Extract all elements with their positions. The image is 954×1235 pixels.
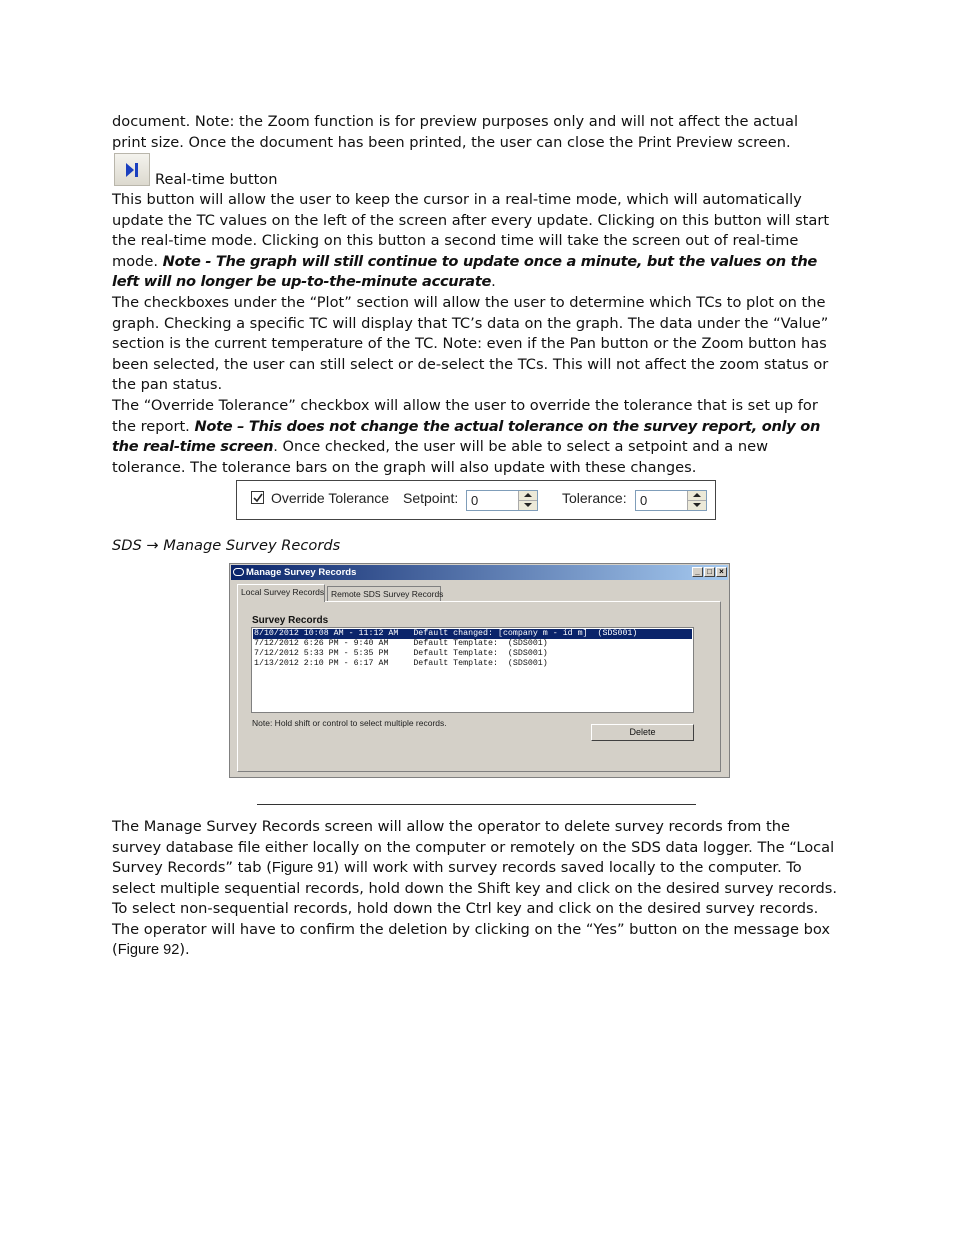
dialog-titlebar bbox=[231, 565, 728, 580]
paragraph-zoom-note bbox=[112, 112, 842, 153]
setpoint-stepper[interactable] bbox=[466, 490, 538, 511]
minimize-button[interactable]: _ bbox=[692, 567, 703, 577]
paragraph-end: . bbox=[491, 273, 496, 290]
next-frame-icon bbox=[114, 153, 150, 186]
tab-local-survey-records[interactable]: Local Survey Records bbox=[237, 584, 325, 602]
close-button[interactable]: × bbox=[716, 567, 727, 577]
tab-remote-sds-survey-records[interactable]: Remote SDS Survey Records bbox=[327, 586, 441, 602]
delete-button[interactable]: Delete bbox=[591, 724, 694, 741]
list-item[interactable]: 1/13/2012 2:10 PM - 6:17 AM Default Template: (SDS001) bbox=[254, 659, 548, 668]
arrow-down-icon bbox=[524, 503, 532, 507]
survey-records-list[interactable] bbox=[251, 627, 694, 713]
paragraph-text: ) will work with survey records saved locally to the computer. To select multiple sequential records, hold down the Shift key and click on the desired survey records. To select non-sequential records, hold down the Ctrl key and click on the desired survey records. The operator will have to confirm the deletion by clicking on the “Yes” button on the message box ( bbox=[112, 859, 838, 958]
paragraph-manage-records bbox=[112, 817, 842, 961]
multi-select-note: Note: Hold shift or control to select multiple records. bbox=[252, 718, 447, 728]
override-tolerance-checkbox[interactable] bbox=[251, 491, 264, 504]
spin-up-button[interactable] bbox=[519, 491, 537, 501]
arrow-down-icon bbox=[693, 503, 701, 507]
figure-reference: Figure 91 bbox=[271, 860, 334, 876]
paragraph-text: This button will allow the user to keep the cursor in a real-time mode, which will automatically update the TC values on the left of the screen after every update. Clicking on this button will start the real-time mode. Clicking on this button a second time will take the screen out of real-time mode. bbox=[112, 191, 830, 270]
tolerance-label: Tolerance: bbox=[562, 490, 627, 506]
tolerance-stepper[interactable] bbox=[635, 490, 707, 511]
realtime-note: Note - The graph will still continue to update once a minute, but the values on the left will no longer be up-to-the-minute accurate bbox=[112, 252, 818, 290]
dialog-title: Manage Survey Records bbox=[246, 567, 357, 578]
list-item[interactable]: 7/12/2012 5:33 PM - 5:35 PM Default Template: (SDS001) bbox=[254, 649, 548, 658]
paragraph-line: print size. Once the document has been printed, the user can close the Print Preview screen. bbox=[112, 133, 791, 151]
paragraph-override bbox=[112, 396, 842, 478]
survey-records-heading: Survey Records bbox=[252, 615, 329, 626]
paragraph-text: ). bbox=[179, 941, 190, 958]
spin-down-button[interactable] bbox=[519, 501, 537, 510]
app-logo-icon bbox=[233, 568, 244, 576]
realtime-button-label: Real-time button bbox=[155, 171, 278, 188]
checkmark-icon bbox=[253, 493, 263, 503]
figure-reference: Figure 92 bbox=[117, 942, 180, 958]
override-note: Note – This does not change the actual tolerance on the survey report, only on the real-time screen bbox=[112, 417, 821, 455]
override-tolerance-label: Override Tolerance bbox=[271, 490, 390, 506]
arrow-up-icon bbox=[693, 493, 701, 497]
list-item[interactable]: 7/12/2012 6:26 PM - 9:40 AM Default Template: (SDS001) bbox=[254, 639, 548, 648]
arrow-up-icon bbox=[524, 493, 532, 497]
paragraph-text: The Manage Survey Records screen will allow the operator to delete survey records from the survey database file either locally on the computer or remotely on the SDS data logger. The “Local Survey Records” tab ( bbox=[112, 818, 835, 876]
paragraph-realtime bbox=[112, 190, 842, 293]
paragraph-text: . Once checked, the user will be able to select a setpoint and a new tolerance. The tolerance bars on the graph will also update with these changes. bbox=[112, 438, 769, 476]
paragraph-line: document. Note: the Zoom function is for preview purposes only and will not affect the actual bbox=[112, 113, 799, 130]
tolerance-value: 0 bbox=[640, 493, 648, 508]
manage-survey-records-dialog bbox=[229, 563, 730, 778]
override-tolerance-panel bbox=[236, 480, 716, 520]
spin-up-button[interactable] bbox=[688, 491, 706, 501]
setpoint-value: 0 bbox=[471, 493, 479, 508]
spin-down-button[interactable] bbox=[688, 501, 706, 510]
section-caption: SDS → Manage Survey Records bbox=[112, 537, 341, 554]
maximize-button[interactable]: □ bbox=[704, 567, 715, 577]
paragraph-text: The “Override Tolerance” checkbox will allow the user to override the tolerance that is set up for the report. bbox=[112, 397, 818, 435]
paragraph-plot: The checkboxes under the “Plot” section will allow the user to determine which TCs to plot on the graph. Checking a specific TC will display that TC’s data on the graph. The data under the “Value” section is the current temperature of the TC. Note: even if the Pan button or the Zoom button has been selected, the user can still select or de-select the TCs. This will not affect the zoom status or the pan status. bbox=[112, 294, 829, 393]
setpoint-label: Setpoint: bbox=[403, 490, 459, 506]
list-item[interactable]: 8/10/2012 10:08 AM - 11:12 AM Default changed: [company m - id m] (SDS001) bbox=[253, 629, 692, 639]
divider bbox=[257, 804, 696, 805]
